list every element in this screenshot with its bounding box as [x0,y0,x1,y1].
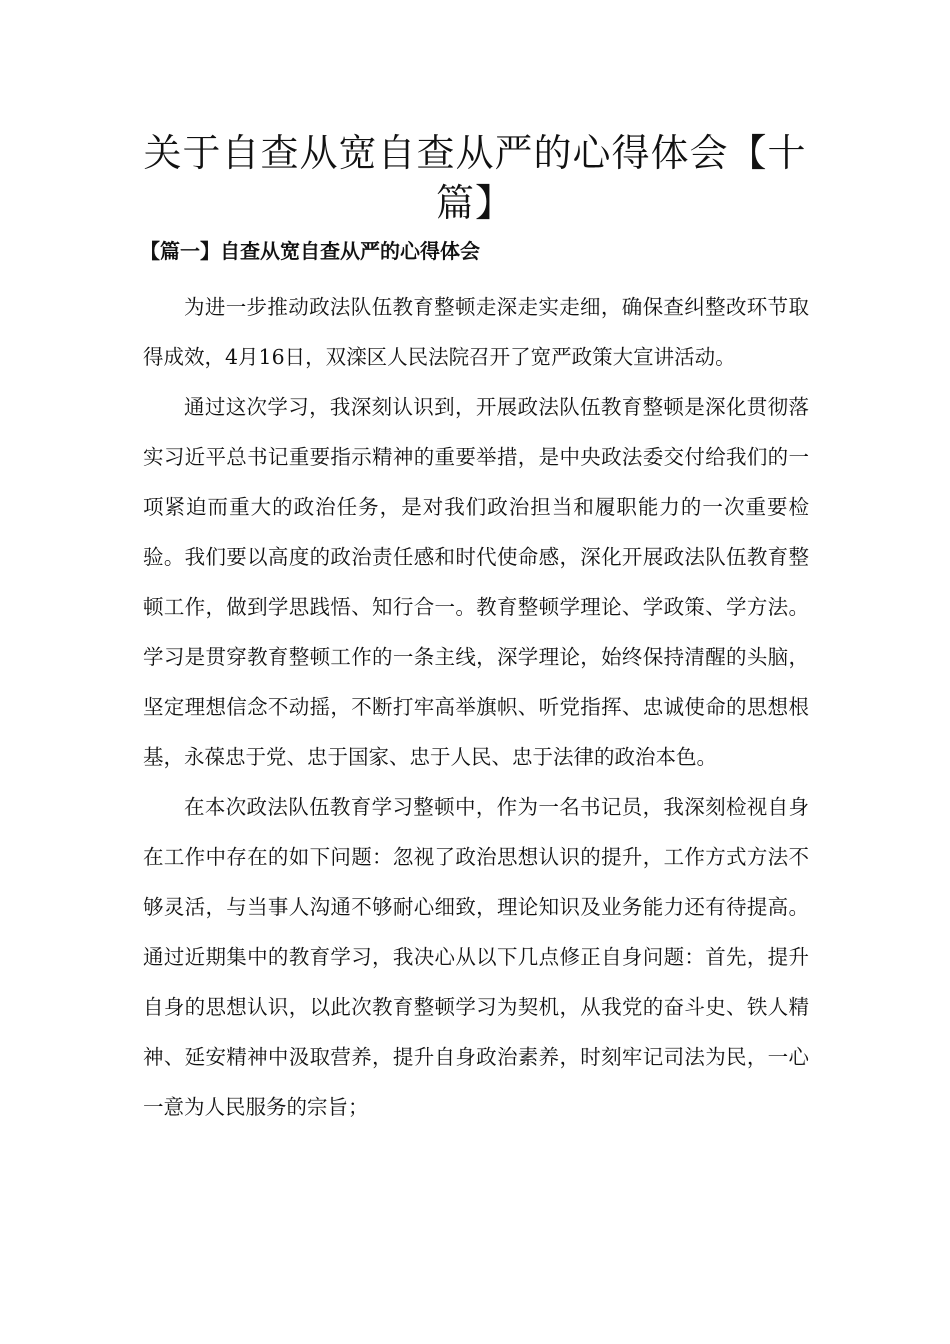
paragraph-2: 通过这次学习，我深刻认识到，开展政法队伍教育整顿是深化贯彻落实习近平总书记重要指示精神的重要举措，是中央政法委交付给我们的一项紧迫而重大的政治任务，是对我们政治担当和履职能力的一次重要检验。我们要以高度的政治责任感和时代使命感，深化开展政法队伍教育整顿工作，做到学思践悟、知行合一。教育整顿学理论、学政策、学方法。学习是贯穿教育整顿工作的一条主线，深学理论，始终保持清醒的头脑，坚定理想信念不动摇，不断打牢高举旗帜、听党指挥、忠诚使命的思想根基，永葆忠于党、忠于国家、忠于人民、忠于法律的政治本色。 [143,395,809,769]
paragraph-3: 在本次政法队伍教育学习整顿中，作为一名书记员，我深刻检视自身在工作中存在的如下问题：忽视了政治思想认识的提升，工作方式方法不够灵活，与当事人沟通不够耐心细致，理论知识及业务能力还有待提高。通过近期集中的教育学习，我决心从以下几点修正自身问题：首先，提升自身的思想认识，以此次教育整顿学习为契机，从我党的奋斗史、铁人精神、延安精神中汲取营养，提升自身政治素养，时刻牢记司法为民，一心一意为人民服务的宗旨； [143,795,809,1119]
document-body [143,282,809,1132]
section-heading: 【篇一】自查从宽自查从严的心得体会 [140,239,480,263]
paragraph-1: 为进一步推动政法队伍教育整顿走深走实走细，确保查纠整改环节取得成效，4月16日，双滦区人民法院召开了宽严政策大宣讲活动。 [143,295,809,369]
document-title: 关于自查从宽自查从严的心得体会【十篇】 [143,131,807,225]
